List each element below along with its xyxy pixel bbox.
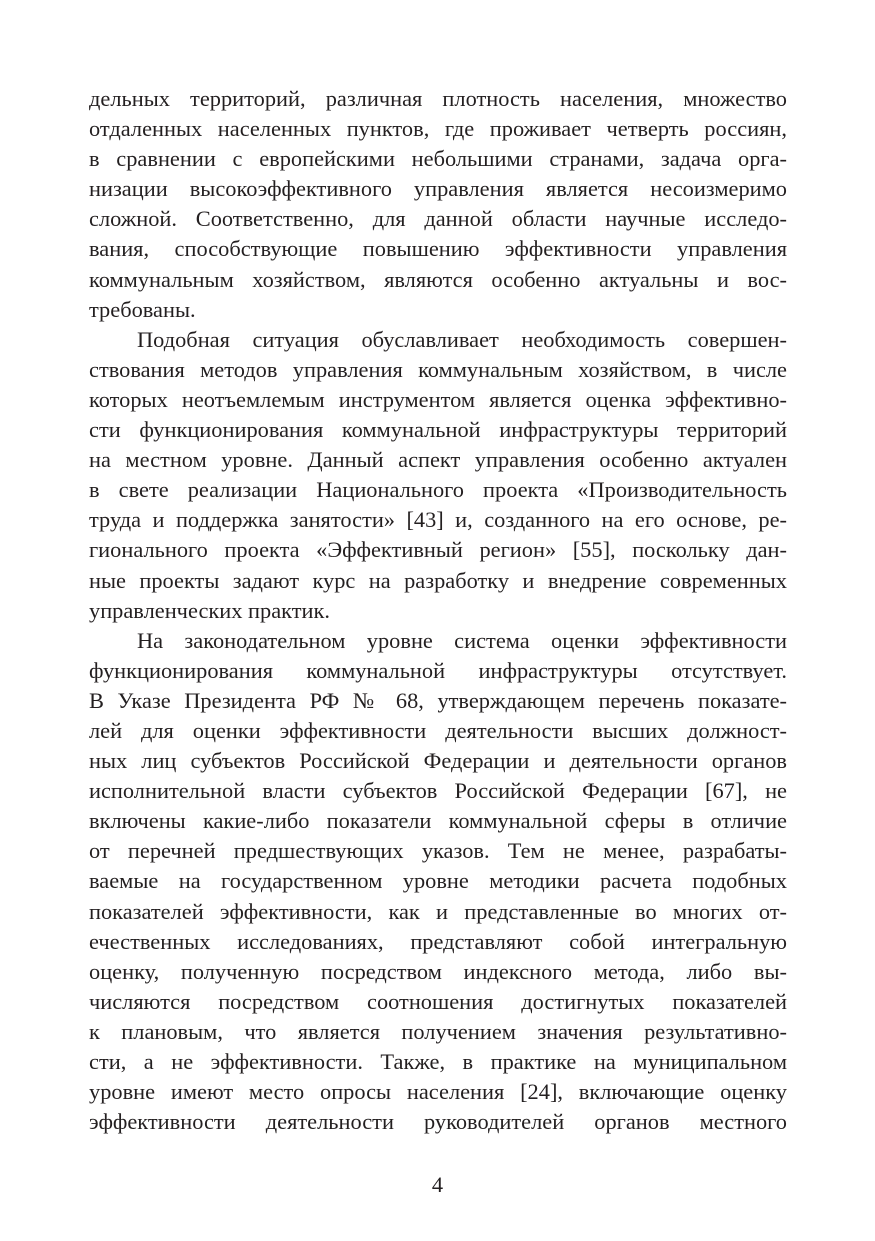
text-line: требованы. (89, 296, 196, 322)
text-line: На законодательном уровне система оценки эффективности (137, 627, 787, 653)
text-line: включены какие-либо показатели коммунальной сферы в отличие (89, 808, 787, 834)
text-line: ваемые на государственном уровне методики расчета подобных (89, 868, 787, 894)
paragraph (89, 626, 787, 1138)
text-line: сти, а не эффективности. Также, в практике на муниципальном (89, 1049, 787, 1074)
text-line: оценку, полученную посредством индексного метода, либо вы- (89, 958, 787, 984)
text-line: ствования методов управления коммунальным хозяйством, в числе (89, 356, 787, 382)
text-line: сложной. Соответственно, для данной области научные исследо- (89, 206, 787, 232)
text-line: труда и поддержка занятости» [43] и, созданного на его основе, ре- (89, 507, 787, 533)
text-line: сти функционирования коммунальной инфраструктуры территорий (89, 417, 787, 443)
text-line: на местном уровне. Данный аспект управления особенно актуален (89, 447, 787, 473)
text-line: Подобная ситуация обуславливает необходимость совершен- (137, 326, 787, 352)
text-line: гионального проекта «Эффективный регион» [55], поскольку дан- (89, 537, 787, 563)
text-line: В Указе Президента РФ № 68, утверждающем перечень показате- (89, 687, 787, 713)
text-line: показателей эффективности, как и представленные во многих от- (89, 898, 787, 924)
paragraph (89, 84, 787, 325)
text-line: исполнительной власти субъектов Российской Федерации [67], не (89, 778, 787, 804)
text-line: ных лиц субъектов Российской Федерации и деятельности органов (89, 748, 787, 774)
text-line: в свете реализации Национального проекта «Производительность (89, 477, 787, 503)
text-line: эффективности деятельности руководителей органов местного (89, 1109, 787, 1135)
page-number: 4 (431, 1172, 444, 1197)
text-line: уровне имеют место опросы населения [24], включающие оценку (89, 1079, 787, 1105)
text-line: которых неотъемлемым инструментом является оценка эффективно- (89, 386, 787, 412)
paragraph (89, 325, 787, 626)
text-line: коммунальным хозяйством, являются особенно актуальны и вос- (89, 266, 787, 292)
body-text (89, 84, 787, 1137)
text-line: отдаленных населенных пунктов, где проживает четверть россиян, (89, 116, 787, 142)
text-line: от перечней предшествующих указов. Тем не менее, разрабаты- (89, 838, 787, 864)
text-line: в сравнении с европейскими небольшими странами, задача орга- (89, 146, 787, 172)
text-line: вания, способствующие повышению эффективности управления (89, 236, 787, 262)
text-line: управленческих практик. (89, 597, 330, 623)
text-line: к плановым, что является получением значения результативно- (89, 1018, 787, 1044)
text-line: ечественных исследованиях, представляют собой интегральную (89, 928, 787, 954)
text-line: ные проекты задают курс на разработку и внедрение современных (89, 567, 787, 593)
text-line: низации высокоэффективного управления является несоизмеримо (89, 176, 787, 202)
text-line: числяются посредством соотношения достигнутых показателей (89, 988, 787, 1014)
text-line: лей для оценки эффективности деятельности высших должност- (89, 717, 787, 743)
text-line: дельных территорий, различная плотность населения, множество (89, 86, 787, 111)
text-line: функционирования коммунальной инфраструктуры отсутствует. (89, 657, 787, 683)
